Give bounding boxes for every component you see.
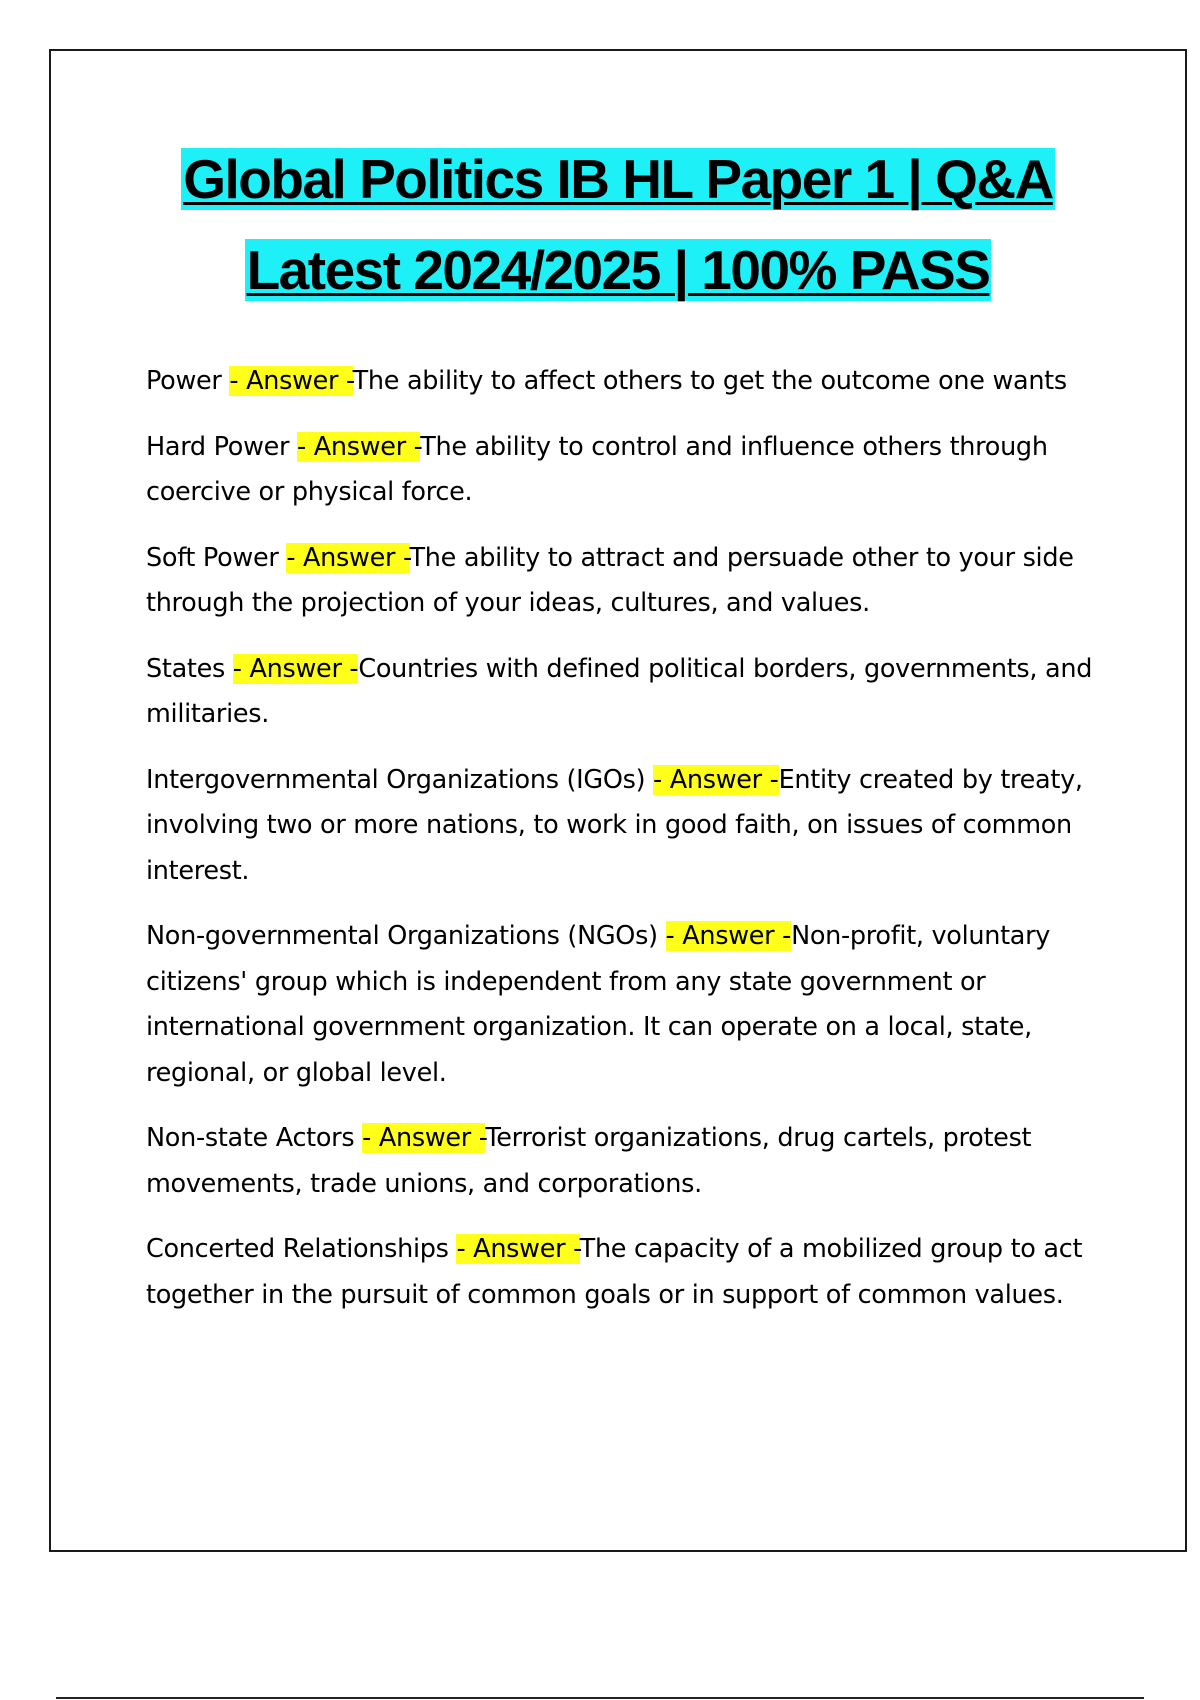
answer-separator: - Answer - [286,542,410,573]
qa-definition: The ability to affect others to get the outcome one wants [352,366,1067,396]
qa-definition: Countries with defined political borders, governments, and militaries. [146,653,1093,729]
page-title [51,141,1185,323]
page-frame [49,49,1187,1552]
title-text-1: Global Politics IB HL Paper 1 | Q&A [183,148,1053,210]
answer-separator: - Answer - [665,921,792,951]
qa-item [146,647,1146,738]
qa-item [146,1116,1146,1207]
answer-separator: - Answer - [456,1234,580,1264]
qa-definition: The ability to control and influence others through coercive or physical force. [146,431,1048,507]
answer-separator: - Answer - [297,431,421,462]
qa-term: Power [146,366,230,396]
qa-item [146,758,1146,895]
qa-term: Concerted Relationships [146,1234,457,1264]
answer-separator: - Answer - [653,764,779,795]
qa-definition: Terrorist organizations, drug cartels, protest movements, trade unions, and corporations. [146,1123,1032,1199]
footer-rule [56,1697,1144,1699]
qa-item [146,425,1146,516]
qa-term: Soft Power [146,542,287,573]
qa-term: Hard Power [146,431,298,462]
qa-term: Non-governmental Organizations (NGOs) [146,921,666,951]
qa-definition: The capacity of a mobilized group to act together in the pursuit of common goals or in support of common values. [146,1234,1083,1310]
qa-item [146,359,1146,405]
qa-term: Intergovernmental Organizations (IGOs) [146,764,654,795]
answer-separator: - Answer - [362,1123,486,1153]
qa-term: Non-state Actors [146,1123,363,1153]
title-line-2 [51,232,1185,323]
qa-item [146,914,1146,1096]
qa-item [146,536,1146,627]
qa-definition: Entity created by treaty, involving two or more nations, to work in good faith, on issues of common interest. [146,764,1083,886]
title-text-2: Latest 2024/2025 | 100% PASS [246,239,990,301]
qa-definition: The ability to attract and persuade other to your side through the projection of your ideas, cultures, and values. [146,542,1074,618]
qa-list [146,359,1146,1338]
qa-term: States [146,653,233,684]
qa-definition: Non-profit, voluntary citizens' group which is independent from any state government or international government organization. It can operate on a local, state, regional, or global level. [146,921,1051,1088]
qa-item [146,1227,1146,1318]
answer-separator: - Answer - [232,653,359,684]
answer-separator: - Answer - [229,366,353,396]
title-line-1 [51,141,1185,232]
